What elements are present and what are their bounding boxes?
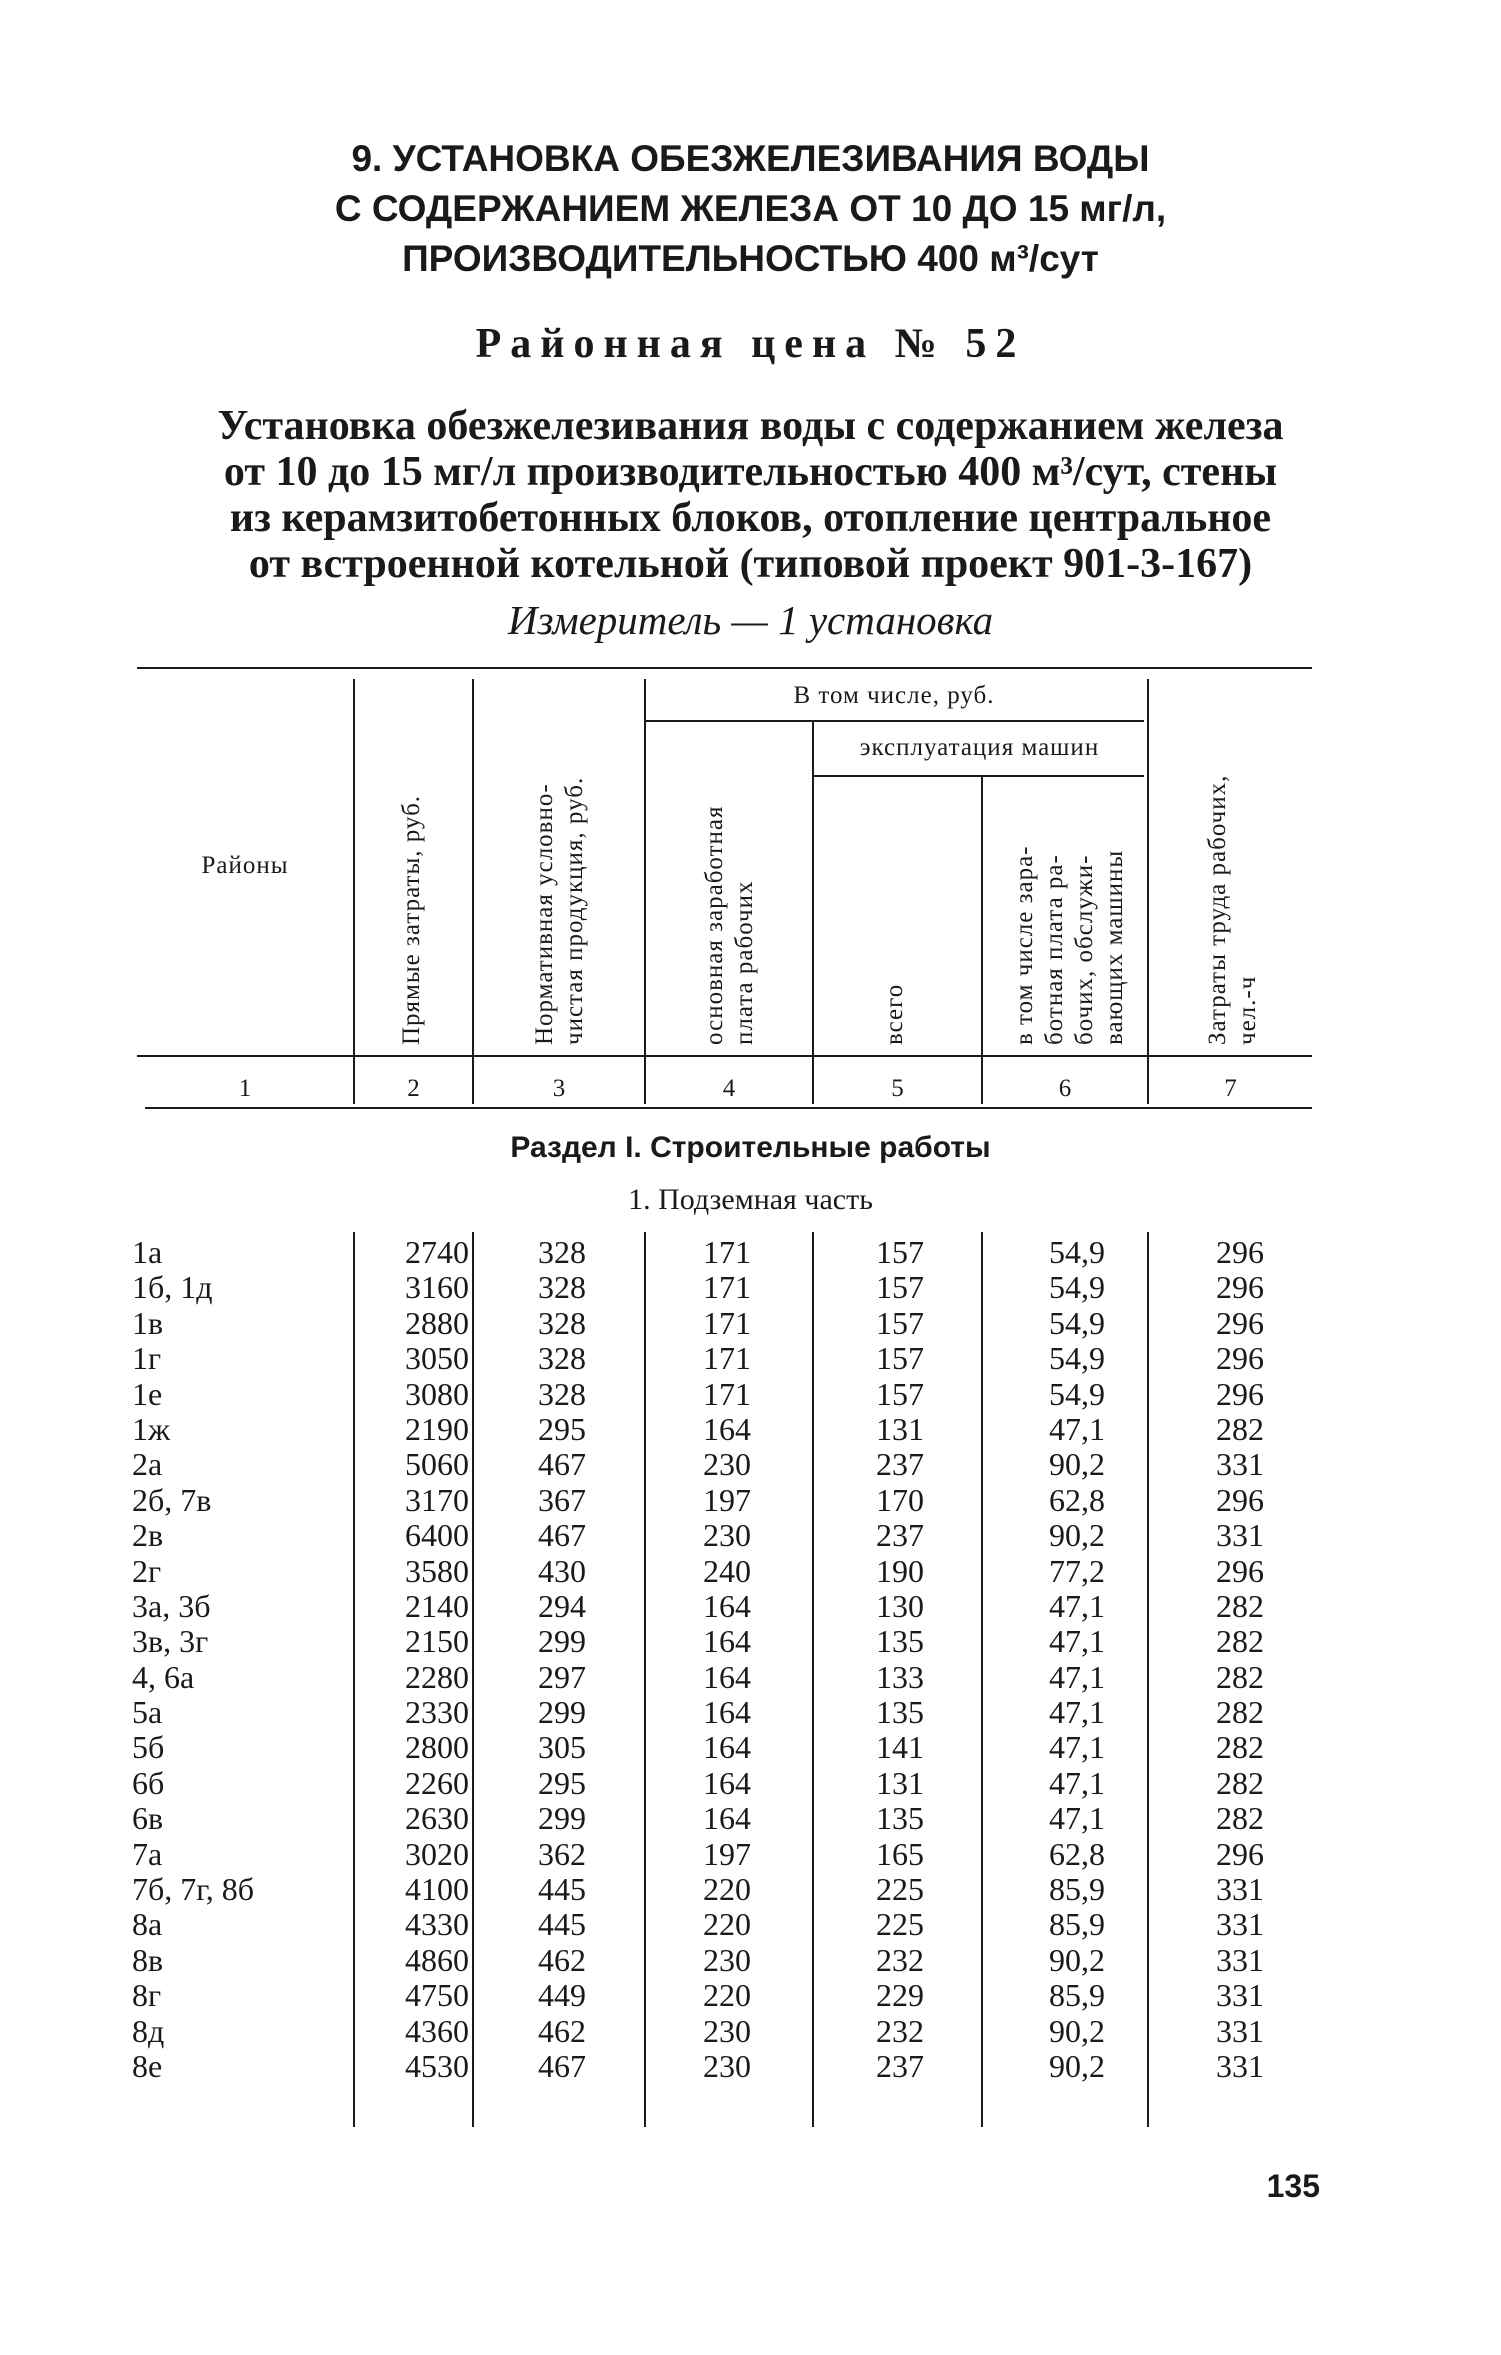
machines-wages-cell: 90,2 xyxy=(1049,2012,1105,2049)
machines-total-cell: 135 xyxy=(876,1694,924,1731)
machines-wages-cell: 90,2 xyxy=(1049,2047,1105,2084)
net-output-cell: 294 xyxy=(538,1587,586,1624)
region-cell: 2б, 7в xyxy=(132,1481,212,1518)
wages-cell: 164 xyxy=(703,1410,751,1447)
wages-cell: 230 xyxy=(703,1941,751,1978)
table-row xyxy=(0,2049,1501,2084)
wages-header-line-1: основная заработная xyxy=(701,805,728,1045)
net-output-cell: 445 xyxy=(538,1906,586,1943)
machines-total-cell: 229 xyxy=(876,1977,924,2014)
direct-costs-cell: 5060 xyxy=(405,1446,469,1483)
machines-total-cell: 225 xyxy=(876,1871,924,1908)
table-row xyxy=(0,1660,1501,1695)
region-cell: 1б, 1д xyxy=(132,1269,213,1306)
wages-cell: 171 xyxy=(703,1234,751,1270)
labor-cell: 296 xyxy=(1216,1835,1264,1872)
direct-costs-cell: 2190 xyxy=(405,1410,469,1447)
region-cell: 1г xyxy=(132,1340,162,1377)
machines-wages-cell: 47,1 xyxy=(1049,1410,1105,1447)
labor-cell: 331 xyxy=(1216,1906,1264,1943)
table-row xyxy=(0,1907,1501,1942)
machines-wages-cell: 54,9 xyxy=(1049,1304,1105,1341)
region-cell: 5а xyxy=(132,1694,163,1731)
labor-cell: 296 xyxy=(1216,1340,1264,1377)
net-output-cell: 305 xyxy=(538,1729,586,1766)
table-row xyxy=(0,1377,1501,1412)
region-cell: 8в xyxy=(132,1941,164,1978)
machines-wages-cell: 54,9 xyxy=(1049,1269,1105,1306)
region-cell: 3в, 3г xyxy=(132,1623,209,1660)
column-number: 7 xyxy=(1224,1075,1237,1102)
region-cell: 2а xyxy=(132,1446,163,1483)
net-output-cell: 467 xyxy=(538,2047,586,2084)
net-output-cell: 299 xyxy=(538,1800,586,1837)
net-output-cell: 445 xyxy=(538,1871,586,1908)
region-cell: 2г xyxy=(132,1552,162,1589)
region-cell: 8е xyxy=(132,2047,163,2084)
direct-costs-cell: 2260 xyxy=(405,1764,469,1801)
net-output-cell: 328 xyxy=(538,1234,586,1270)
labor-cell: 296 xyxy=(1216,1304,1264,1341)
machines-total-cell: 190 xyxy=(876,1552,924,1589)
machines-total-cell: 225 xyxy=(876,1906,924,1943)
table-row xyxy=(0,1270,1501,1305)
table-top-rule xyxy=(137,667,1312,669)
wages-cell: 230 xyxy=(703,1446,751,1483)
labor-cell: 282 xyxy=(1216,1658,1264,1695)
table-row xyxy=(0,1341,1501,1376)
region-cell: 3а, 3б xyxy=(132,1587,211,1624)
machines-wages-cell: 47,1 xyxy=(1049,1764,1105,1801)
table-row xyxy=(0,1412,1501,1447)
net-output-cell: 299 xyxy=(538,1623,586,1660)
machines-total-cell: 237 xyxy=(876,2047,924,2084)
region-cell: 6б xyxy=(132,1764,165,1801)
wages-cell: 164 xyxy=(703,1587,751,1624)
machines-total-cell: 157 xyxy=(876,1304,924,1341)
description-line-1: Установка обезжелезивания воды с содержанием железа xyxy=(217,403,1284,449)
direct-costs-cell: 2280 xyxy=(405,1658,469,1695)
table-row xyxy=(0,1447,1501,1482)
wages-cell: 164 xyxy=(703,1623,751,1660)
machines-wages-cell: 47,1 xyxy=(1049,1729,1105,1766)
labor-header-line-1: Затраты труда рабочих, xyxy=(1204,774,1231,1045)
machines-wages-cell: 54,9 xyxy=(1049,1340,1105,1377)
measure-unit: Измеритель — 1 установка xyxy=(507,597,994,643)
region-cell: 7б, 7г, 8б xyxy=(132,1871,255,1908)
wages-cell: 171 xyxy=(703,1340,751,1377)
direct-costs-cell: 6400 xyxy=(405,1517,469,1554)
region-cell: 1в xyxy=(132,1304,164,1341)
labor-cell: 296 xyxy=(1216,1481,1264,1518)
region-cell: 8г xyxy=(132,1977,162,2014)
net-output-cell: 297 xyxy=(538,1658,586,1695)
direct-costs-cell: 4530 xyxy=(405,2047,469,2084)
labor-cell: 282 xyxy=(1216,1800,1264,1837)
table-row xyxy=(0,1943,1501,1978)
region-cell: 7а xyxy=(132,1835,163,1872)
net-output-cell: 328 xyxy=(538,1304,586,1341)
table-row xyxy=(0,1695,1501,1730)
machines-total-cell: 157 xyxy=(876,1234,924,1270)
table-row xyxy=(0,1624,1501,1659)
labor-cell: 296 xyxy=(1216,1375,1264,1412)
wages-cell: 171 xyxy=(703,1375,751,1412)
region-cell: 6в xyxy=(132,1800,164,1837)
wages-cell: 171 xyxy=(703,1304,751,1341)
machines-wages-header-line-4: вающих машины xyxy=(1101,849,1128,1045)
machines-total-cell: 135 xyxy=(876,1623,924,1660)
labor-cell: 331 xyxy=(1216,2012,1264,2049)
direct-costs-header: Прямые затраты, руб. xyxy=(398,794,425,1045)
machines-total-cell: 232 xyxy=(876,2012,924,2049)
region-cell: 4, 6а xyxy=(132,1658,195,1695)
machines-wages-cell: 47,1 xyxy=(1049,1658,1105,1695)
machines-total-cell: 237 xyxy=(876,1446,924,1483)
machines-rule xyxy=(812,775,1144,777)
description-line-3: из керамзитобетонных блоков, отопление центральное xyxy=(229,495,1272,541)
labor-cell: 331 xyxy=(1216,2047,1264,2084)
labor-header-line-2: чел.-ч xyxy=(1234,975,1261,1045)
machines-total-cell: 237 xyxy=(876,1517,924,1554)
labor-cell: 296 xyxy=(1216,1552,1264,1589)
including-header: В том числе, руб. xyxy=(793,682,995,709)
machines-wages-cell: 62,8 xyxy=(1049,1481,1105,1518)
column-number: 5 xyxy=(891,1075,904,1102)
wages-cell: 164 xyxy=(703,1658,751,1695)
col-divider xyxy=(1147,679,1149,1104)
region-cell: 5б xyxy=(132,1729,165,1766)
machines-wages-cell: 90,2 xyxy=(1049,1941,1105,1978)
net-output-cell: 467 xyxy=(538,1517,586,1554)
machines-total-cell: 131 xyxy=(876,1764,924,1801)
wages-cell: 164 xyxy=(703,1729,751,1766)
direct-costs-cell: 2150 xyxy=(405,1623,469,1660)
numbers-bottom-rule xyxy=(145,1107,1312,1109)
machines-wages-cell: 47,1 xyxy=(1049,1694,1105,1731)
labor-cell: 331 xyxy=(1216,1517,1264,1554)
direct-costs-cell: 2880 xyxy=(405,1304,469,1341)
header-bottom-rule xyxy=(137,1055,1312,1057)
direct-costs-cell: 4330 xyxy=(405,1906,469,1943)
machines-wages-header-line-3: бочих, обслужи- xyxy=(1071,854,1098,1045)
region-cell: 1ж xyxy=(132,1410,171,1447)
column-number: 6 xyxy=(1058,1075,1072,1102)
machines-total-cell: 133 xyxy=(876,1658,924,1695)
col-divider xyxy=(981,777,983,1104)
region-cell: 2в xyxy=(132,1517,164,1554)
machines-total-cell: 131 xyxy=(876,1410,924,1447)
machines-wages-cell: 85,9 xyxy=(1049,1977,1105,2014)
net-output-cell: 328 xyxy=(538,1340,586,1377)
direct-costs-cell: 2330 xyxy=(405,1694,469,1731)
direct-costs-cell: 3020 xyxy=(405,1835,469,1872)
col-divider xyxy=(812,722,814,1104)
machines-total-cell: 157 xyxy=(876,1340,924,1377)
table-body xyxy=(0,1235,1501,2084)
direct-costs-cell: 4860 xyxy=(405,1941,469,1978)
table-row xyxy=(0,1518,1501,1553)
direct-costs-cell: 3050 xyxy=(405,1340,469,1377)
table-row xyxy=(0,1235,1501,1270)
machines-wages-cell: 62,8 xyxy=(1049,1835,1105,1872)
direct-costs-cell: 3160 xyxy=(405,1269,469,1306)
machines-wages-cell: 54,9 xyxy=(1049,1375,1105,1412)
labor-cell: 282 xyxy=(1216,1729,1264,1766)
machines-header: эксплуатация машин xyxy=(859,734,1100,761)
net-output-cell: 295 xyxy=(538,1410,586,1447)
machines-wages-cell: 54,9 xyxy=(1049,1234,1105,1270)
net-output-cell: 462 xyxy=(538,2012,586,2049)
column-number: 3 xyxy=(552,1075,566,1102)
description-line-2: от 10 до 15 мг/л производительностью 400 м³/сут, стены xyxy=(223,449,1278,495)
machines-total-cell: 170 xyxy=(876,1481,924,1518)
wages-cell: 220 xyxy=(703,1906,751,1943)
machines-total-cell: 135 xyxy=(876,1800,924,1837)
net-output-cell: 449 xyxy=(538,1977,586,2014)
table-row xyxy=(0,1766,1501,1801)
labor-cell: 296 xyxy=(1216,1234,1264,1270)
machines-wages-cell: 47,1 xyxy=(1049,1587,1105,1624)
direct-costs-cell: 4750 xyxy=(405,1977,469,2014)
direct-costs-cell: 4360 xyxy=(405,2012,469,2049)
machines-wages-cell: 85,9 xyxy=(1049,1871,1105,1908)
net-output-cell: 328 xyxy=(538,1269,586,1306)
region-cell: 1е xyxy=(132,1375,163,1412)
labor-cell: 331 xyxy=(1216,1871,1264,1908)
table-row xyxy=(0,1554,1501,1589)
wages-cell: 230 xyxy=(703,2012,751,2049)
column-number: 4 xyxy=(722,1075,736,1102)
direct-costs-cell: 3170 xyxy=(405,1481,469,1518)
including-rule xyxy=(644,720,1144,722)
wages-cell: 164 xyxy=(703,1764,751,1801)
net-output-header-line-1: Нормативная условно- xyxy=(531,783,558,1045)
title-line-2: С СОДЕРЖАНИЕМ ЖЕЛЕЗА ОТ 10 ДО 15 мг/л, xyxy=(334,188,1167,229)
machines-wages-header-line-1: в том числе зара- xyxy=(1011,845,1038,1045)
table-row xyxy=(0,1589,1501,1624)
table-row xyxy=(0,1801,1501,1836)
region-cell: 1а xyxy=(132,1234,163,1270)
col-divider xyxy=(472,679,474,1104)
machines-total-cell: 165 xyxy=(876,1835,924,1872)
col-divider xyxy=(353,679,355,1104)
title-line-3: ПРОИЗВОДИТЕЛЬНОСТЬЮ 400 м³/сут xyxy=(402,238,1099,279)
net-output-header-line-2: чистая продукция, руб. xyxy=(561,776,588,1045)
machines-total-cell: 157 xyxy=(876,1375,924,1412)
labor-cell: 282 xyxy=(1216,1694,1264,1731)
wages-cell: 197 xyxy=(703,1481,751,1518)
title-line-1: 9. УСТАНОВКА ОБЕЗЖЕЛЕЗИВАНИЯ ВОДЫ xyxy=(351,138,1150,179)
net-output-cell: 467 xyxy=(538,1446,586,1483)
machines-wages-cell: 90,2 xyxy=(1049,1446,1105,1483)
wages-header-line-2: плата рабочих xyxy=(731,880,758,1045)
machines-total-cell: 232 xyxy=(876,1941,924,1978)
labor-cell: 331 xyxy=(1216,1977,1264,2014)
price-label: Районная цена № 52 xyxy=(475,321,1026,367)
direct-costs-cell: 2740 xyxy=(405,1234,469,1270)
net-output-cell: 462 xyxy=(538,1941,586,1978)
direct-costs-cell: 2800 xyxy=(405,1729,469,1766)
table-row xyxy=(0,1306,1501,1341)
section-title: Раздел I. Строительные работы xyxy=(510,1131,991,1164)
labor-cell: 331 xyxy=(1216,1446,1264,1483)
direct-costs-cell: 2630 xyxy=(405,1800,469,1837)
wages-cell: 230 xyxy=(703,2047,751,2084)
wages-cell: 171 xyxy=(703,1269,751,1306)
direct-costs-cell: 2140 xyxy=(405,1587,469,1624)
net-output-cell: 295 xyxy=(538,1764,586,1801)
net-output-cell: 328 xyxy=(538,1375,586,1412)
machines-total-cell: 141 xyxy=(876,1729,924,1766)
table-row xyxy=(0,1730,1501,1765)
table-row xyxy=(0,1837,1501,1872)
direct-costs-cell: 3080 xyxy=(405,1375,469,1412)
labor-cell: 282 xyxy=(1216,1623,1264,1660)
labor-cell: 282 xyxy=(1216,1410,1264,1447)
direct-costs-cell: 3580 xyxy=(405,1552,469,1589)
table-row xyxy=(0,1978,1501,2013)
wages-cell: 164 xyxy=(703,1694,751,1731)
machines-wages-cell: 90,2 xyxy=(1049,1517,1105,1554)
col-divider xyxy=(644,679,646,1104)
machines-total-cell: 157 xyxy=(876,1269,924,1306)
regions-header: Районы xyxy=(201,852,289,879)
direct-costs-cell: 4100 xyxy=(405,1871,469,1908)
wages-cell: 197 xyxy=(703,1835,751,1872)
table-row xyxy=(0,2014,1501,2049)
subsection-title: 1. Подземная часть xyxy=(628,1183,873,1216)
machines-total-cell: 130 xyxy=(876,1587,924,1624)
machines-wages-cell: 85,9 xyxy=(1049,1906,1105,1943)
table-row xyxy=(0,1483,1501,1518)
net-output-cell: 430 xyxy=(538,1552,586,1589)
labor-cell: 282 xyxy=(1216,1764,1264,1801)
table-row xyxy=(0,1872,1501,1907)
column-number: 1 xyxy=(238,1075,252,1102)
machines-wages-cell: 77,2 xyxy=(1049,1552,1105,1589)
labor-cell: 282 xyxy=(1216,1587,1264,1624)
region-cell: 8а xyxy=(132,1906,163,1943)
machines-wages-cell: 47,1 xyxy=(1049,1800,1105,1837)
labor-cell: 296 xyxy=(1216,1269,1264,1306)
column-number: 2 xyxy=(407,1075,420,1102)
labor-cell: 331 xyxy=(1216,1941,1264,1978)
machines-wages-cell: 47,1 xyxy=(1049,1623,1105,1660)
machines-total-header: всего xyxy=(881,983,908,1045)
net-output-cell: 299 xyxy=(538,1694,586,1731)
wages-cell: 220 xyxy=(703,1977,751,2014)
net-output-cell: 362 xyxy=(538,1835,586,1872)
wages-cell: 164 xyxy=(703,1800,751,1837)
wages-cell: 230 xyxy=(703,1517,751,1554)
page-number: 135 xyxy=(1266,2168,1320,2204)
description-line-4: от встроенной котельной (типовой проект 901-3-167) xyxy=(248,541,1253,587)
machines-wages-header-line-2: ботная плата ра- xyxy=(1041,854,1068,1045)
net-output-cell: 367 xyxy=(538,1481,586,1518)
wages-cell: 220 xyxy=(703,1871,751,1908)
region-cell: 8д xyxy=(132,2012,165,2049)
wages-cell: 240 xyxy=(703,1552,751,1589)
